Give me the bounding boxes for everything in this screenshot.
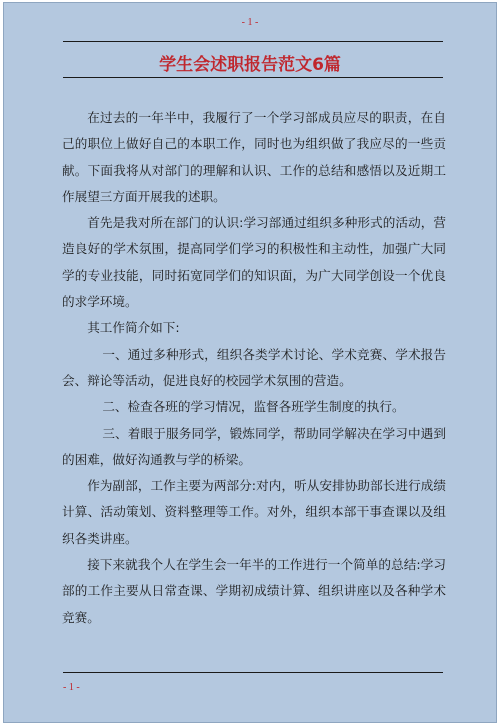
- paragraph-summary: 接下来就我个人在学生会一年半的工作进行一个简单的总结:学习部的工作主要从日常查课、学期初成绩计算、组织讲座以及各种学术竞赛。: [62, 557, 446, 625]
- header-rule: [63, 41, 443, 42]
- paragraph-work-intro: 其工作简介如下:: [87, 320, 180, 336]
- document-page: [3, 2, 497, 723]
- footer-page-number: - 1 -: [63, 682, 80, 693]
- header-page-number: - 1 -: [241, 17, 259, 28]
- title-rule: [63, 77, 443, 78]
- paragraph-intro: 在过去的一年半中，我履行了一个学习部成员应尽的职责，在自己的职位上做好自己的本职工作，同时也为组织做了我应尽的一些贡献。下面我将从对部门的理解和认识、工作的总结和感悟以及近期工作展望三方面开展我的述职。: [62, 110, 446, 204]
- paragraph-item-3: 三、着眼于服务同学，锻炼同学，帮助同学解决在学习中遇到的困难，做好沟通教与学的桥梁。: [62, 425, 446, 467]
- paragraph-item-1: 一、通过多种形式，组织各类学术讨论、学术竞赛、学术报告会、辩论等活动，促进良好的校园学术氛围的营造。: [62, 346, 446, 388]
- document-body: [62, 105, 446, 631]
- paragraph-item-2: 二、检查各班的学习情况，监督各班学生制度的执行。: [102, 399, 405, 415]
- paragraph-vice-role: 作为副部，工作主要为两部分:对内，听从安排协助部长进行成绩计算、活动策划、资料整理等工作。对外，组织本部干事查课以及组织各类讲座。: [62, 478, 446, 546]
- document-title: 学生会述职报告范文6篇: [159, 55, 341, 75]
- paragraph-department-understanding: 首先是我对所在部门的认识:学习部通过组织多种形式的活动，营造良好的学术氛围，提高同学们学习的积极性和主动性，加强广大同学的专业技能，同时拓宽同学们的知识面，为广大同学创设一个优良的求学环境。: [62, 215, 446, 310]
- footer-rule: [63, 672, 443, 673]
